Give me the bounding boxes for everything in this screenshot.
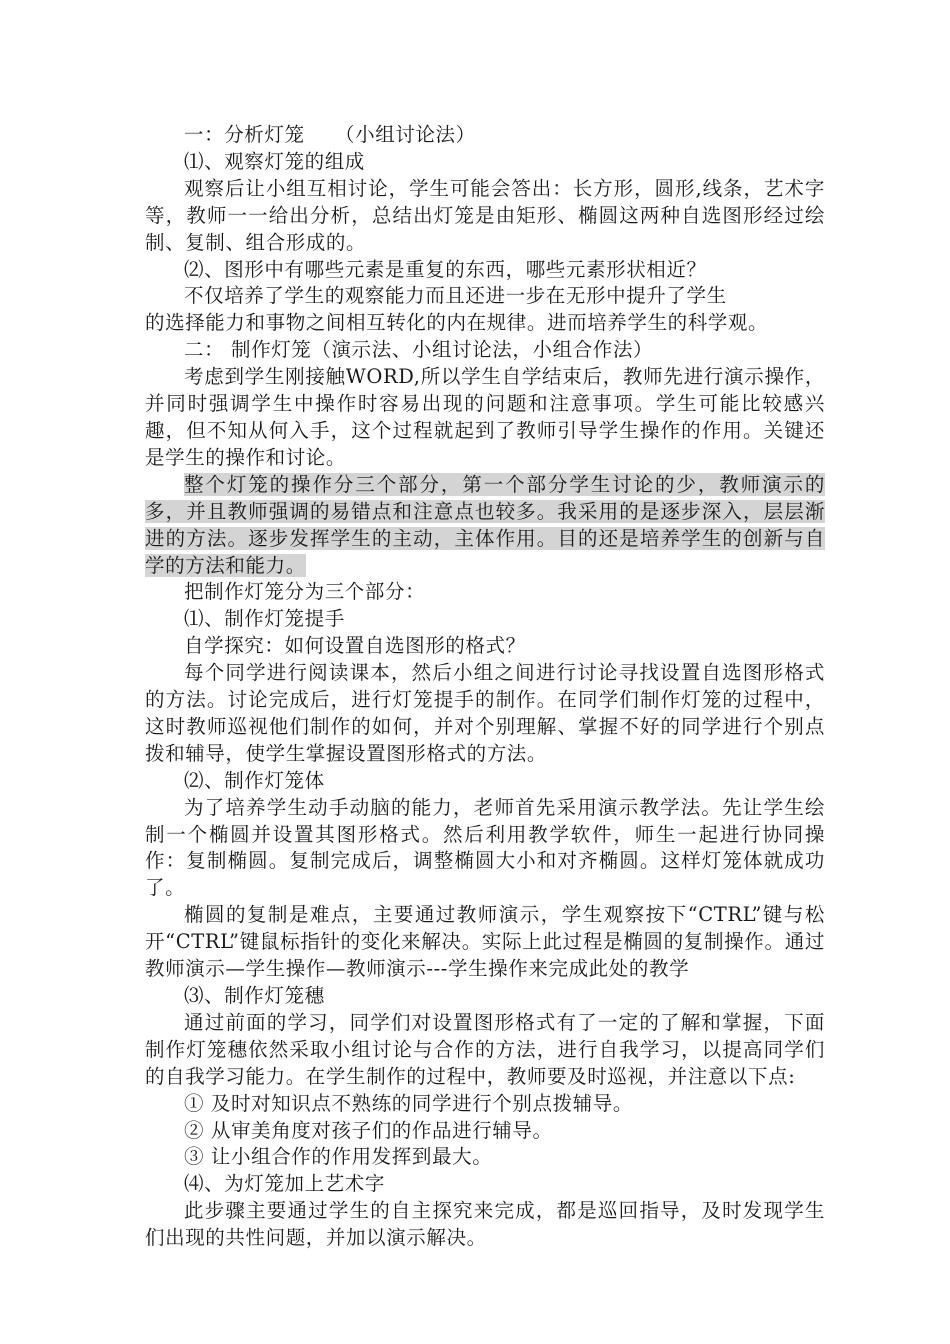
- subheading-wordart: ⑷、为灯笼加上艺术字: [184, 1172, 386, 1196]
- paragraph: 每个同学进行阅读课本，然后小组之间进行讨论寻找设置自选图形格式的方法。讨论完成后，进行灯笼提手的制作。在同学们制作灯笼的过程中，这时教师巡视他们制作的如何，并对个别理解、掌握不好的同学进行个别点拨和辅导，使学生掌握设置图形格式的方法。: [145, 661, 825, 765]
- highlighted-paragraph: [145, 472, 825, 580]
- section-heading-make: 二： 制作灯笼（演示法、小组讨论法，小组合作法）: [184, 338, 654, 362]
- list-item: ① 及时对知识点不熟练的同学进行个别点拨辅导。: [184, 1091, 633, 1115]
- paragraph: 的选择能力和事物之间相互转化的内在规律。进而培养学生的科学观。: [145, 311, 769, 335]
- paragraph: 把制作灯笼分为三个部分：: [184, 580, 426, 604]
- subheading-repeated-elements: ⑵、图形中有哪些元素是重复的东西，哪些元素形状相近？: [184, 257, 707, 281]
- subheading-handle: ⑴、制作灯笼提手: [184, 607, 345, 631]
- subheading-tassel: ⑶、制作灯笼穗: [184, 984, 325, 1007]
- paragraph: 不仅培养了学生的观察能力而且还进一步在无形中提升了学生: [184, 284, 727, 308]
- subheading-observe: ⑴、观察灯笼的组成: [184, 149, 365, 173]
- document-body: [145, 122, 825, 1252]
- paragraph: 为了培养学生动手动脑的能力，老师首先采用演示教学法。先让学生绘制一个椭圆并设置其图形格式。然后利用教学软件，师生一起进行协同操作：复制椭圆。复制完成后，调整椭圆大小和对齐椭圆。这样灯笼体就成功了。: [145, 795, 825, 900]
- section-heading-analyze: 一：分析灯笼 （小组讨论法）: [184, 123, 476, 146]
- paragraph: 椭圆的复制是难点，主要通过教师演示，学生观察按下“CTRL”键与松开“CTRL”键鼠标指针的变化来解决。实际上此过程是椭圆的复制操作。通过教师演示—学生操作—教师演示---学生操作来完成此处的教学: [145, 903, 825, 981]
- paragraph: 通过前面的学习，同学们对设置图形格式有了一定的了解和掌握，下面制作灯笼穗依然采取小组讨论与合作的方法，进行自我学习，以提高同学们的自我学习能力。在学生制作的过程中，教师要及时巡视，并注意以下点:: [145, 1010, 825, 1088]
- paragraph: 观察后让小组互相讨论，学生可能会答出：长方形，圆形,线条，艺术字等，教师一一给出分析，总结出灯笼是由矩形、椭圆这两种自选图形经过绘制、复制、组合形成的。: [145, 176, 825, 254]
- paragraph: 自学探究：如何设置自选图形的格式？: [184, 634, 526, 658]
- list-item: ② 从审美角度对孩子们的作品进行辅导。: [184, 1118, 553, 1142]
- list-item: ③ 让小组合作的作用发挥到最大。: [184, 1145, 493, 1169]
- paragraph: 考虑到学生刚接触WORD,所以学生自学结束后，教师先进行演示操作，并同时强调学生中操作时容易出现的问题和注意事项。学生可能比较感兴趣，但不知从何入手，这个过程就起到了教师引导学生操作的作用。关键还是学生的操作和讨论。: [145, 365, 825, 469]
- paragraph: 此步骤主要通过学生的自主探究来完成，都是巡回指导，及时发现学生们出现的共性问题，并加以演示解决。: [145, 1199, 825, 1250]
- text-highlight: 整个灯笼的操作分三个部分，第一个部分学生讨论的少，教师演示的多，并且教师强调的易错点和注意点也较多。我采用的是逐步深入，层层渐进的方法。逐步发挥学生的主动，主体作用。目的还是培养学生的创新与自学的方法和能力。: [145, 472, 825, 577]
- subheading-body: ⑵、制作灯笼体: [184, 768, 325, 792]
